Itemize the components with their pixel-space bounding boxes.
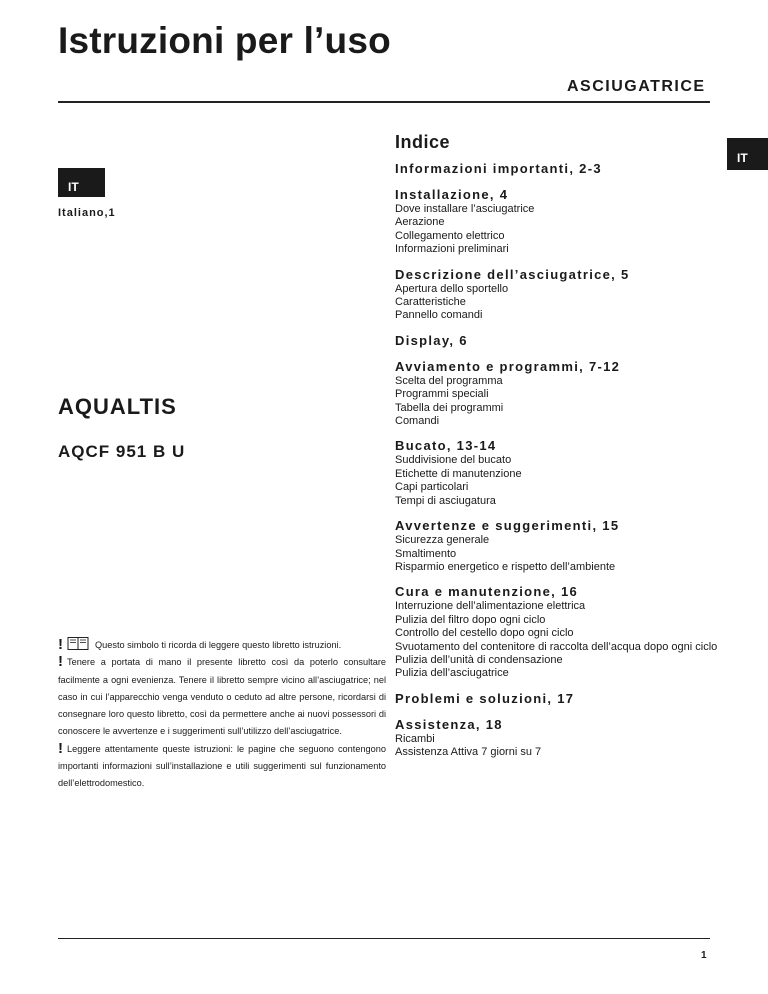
toc-item: Pulizia del filtro dopo ogni ciclo — [395, 613, 546, 626]
model-number: AQCF 951 B U — [58, 442, 186, 461]
toc-section-title: Bucato, 13-14 — [395, 438, 497, 454]
header-divider — [58, 101, 710, 103]
warning-icon: ! — [58, 636, 63, 653]
brand-name: AQUALTIS — [58, 394, 177, 419]
language-label: Italiano,1 — [58, 207, 116, 219]
toc-section — [395, 266, 725, 323]
toc-section — [395, 160, 725, 177]
toc-item: Caratteristiche — [395, 296, 466, 309]
toc-item: Scelta del programma — [395, 374, 503, 387]
toc-item: Dove installare l’asciugatrice — [395, 203, 535, 215]
toc-item: Apertura dello sportello — [395, 282, 509, 295]
note-text: Tenere a portata di mano il presente libretto così da poterlo consultare facilmente a ogni evenienza. Tenere il libretto sempre vicino all’asciugatrice; nel caso in cui l’apparecchio venga venduto o ceduto ad altre persone, ricordarsi di consegnare loro questo libretto, così da permettere anche ai nuovi possessori di conoscere le avvertenze e i suggerimenti sull’utilizzo dell’asciugatrice. — [58, 657, 386, 737]
toc-section — [395, 583, 725, 680]
toc-section-title: Avviamento e programmi, 7-12 — [395, 358, 621, 374]
product-type: ASCIUGATRICE — [567, 78, 706, 95]
toc-item: Aerazione — [395, 216, 445, 229]
toc-section — [395, 437, 725, 508]
toc-item: Suddivisione del bucato — [395, 454, 512, 467]
toc-sections — [395, 160, 725, 760]
toc-item: Programmi speciali — [395, 388, 489, 401]
page-number: 1 — [701, 950, 707, 961]
language-badge: IT — [58, 168, 105, 197]
toc-section — [395, 690, 725, 707]
toc-section-title: Display, 6 — [395, 332, 468, 348]
toc-item: Smaltimento — [395, 547, 457, 560]
safety-notes — [58, 637, 386, 793]
note-read-instructions — [58, 741, 386, 793]
toc-section — [395, 332, 725, 349]
toc-item: Tempi di asciugatura — [395, 494, 496, 507]
toc-item: Assistenza Attiva 7 giorni su 7 — [395, 746, 542, 759]
toc-section — [395, 517, 725, 574]
toc-section-title: Descrizione dell’asciugatrice, 5 — [395, 266, 630, 282]
toc-item: Ricambi — [395, 732, 435, 745]
note-keep-manual — [58, 654, 386, 740]
toc-item: Controllo del cestello dopo ogni ciclo — [395, 627, 574, 640]
toc-item: Tabella dei programmi — [395, 401, 504, 414]
toc-item: Capi particolari — [395, 481, 469, 494]
toc-item: Interruzione dell’alimentazione elettrica — [395, 600, 586, 613]
toc-item: Collegamento elettrico — [395, 229, 505, 242]
warning-icon: ! — [58, 653, 63, 671]
toc-section-title: Installazione, 4 — [395, 187, 509, 202]
note-read-manual — [58, 637, 386, 654]
toc-heading: Indice — [395, 132, 451, 152]
note-text: Leggere attentamente queste istruzioni: le pagine che seguono contengono importanti informazioni sull’installazione e utili suggerimenti sul funzionamento dell’elettrodomestico. — [58, 743, 386, 789]
toc-section-title: Assistenza, 18 — [395, 716, 503, 732]
footer-divider — [58, 938, 710, 939]
toc-item: Pannello comandi — [395, 309, 483, 322]
language-side-tab: IT — [727, 138, 768, 170]
toc-item: Informazioni preliminari — [395, 243, 509, 256]
toc-section-title: Problemi e soluzioni, 17 — [395, 690, 575, 706]
toc-section — [395, 358, 725, 429]
warning-icon: ! — [58, 739, 63, 757]
toc-item: Svuotamento del contenitore di raccolta dell’acqua dopo ogni ciclo — [395, 640, 718, 653]
document-title: Istruzioni per l’uso — [58, 20, 391, 61]
toc-section-title: Avvertenze e suggerimenti, 15 — [395, 518, 620, 534]
toc-item: Sicurezza generale — [395, 534, 490, 547]
toc-section — [395, 186, 725, 257]
table-of-contents — [395, 130, 725, 769]
note-text: Questo simbolo ti ricorda di leggere questo libretto istruzioni. — [95, 640, 342, 650]
toc-section — [395, 716, 725, 760]
toc-item: Etichette di manutenzione — [395, 467, 522, 480]
book-icon — [67, 637, 89, 650]
toc-item: Comandi — [395, 415, 440, 428]
toc-item: Pulizia dell’unità di condensazione — [395, 653, 563, 666]
toc-section-title: Cura e manutenzione, 16 — [395, 584, 579, 600]
toc-item: Pulizia dell’asciugatrice — [395, 667, 509, 680]
toc-section-title: Informazioni importanti, 2-3 — [395, 161, 602, 176]
toc-item: Risparmio energetico e rispetto dell’ambiente — [395, 560, 616, 573]
